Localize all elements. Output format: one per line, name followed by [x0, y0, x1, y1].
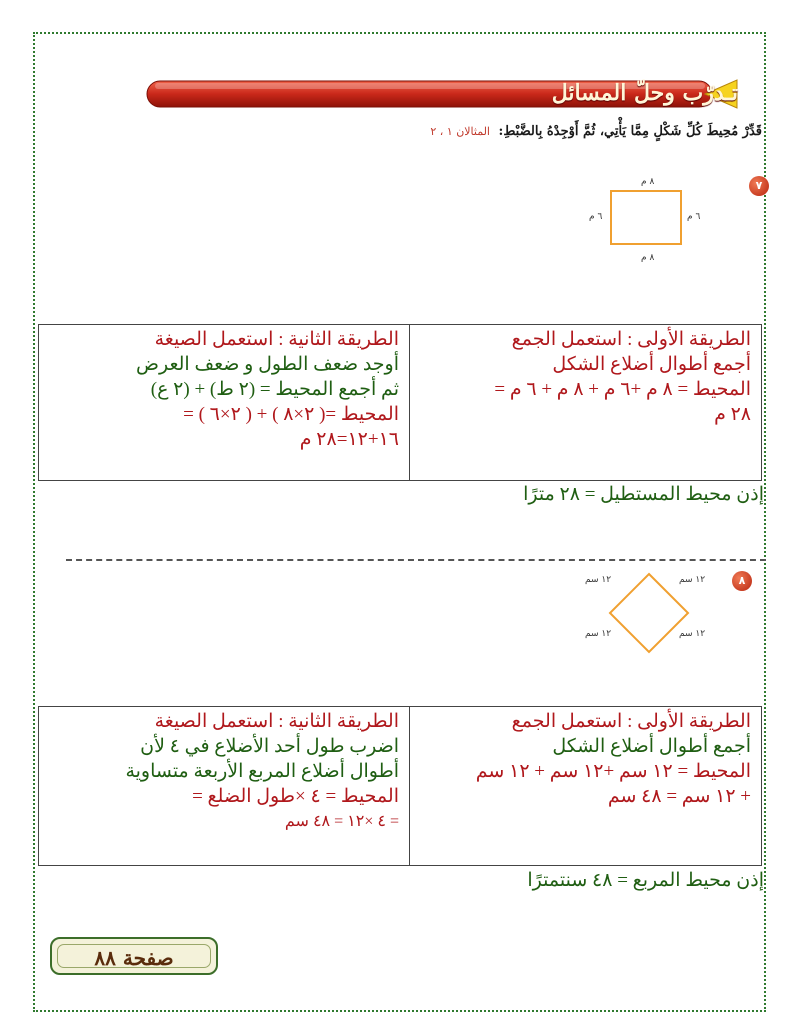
method-1-result: + ١٢ سم = ٤٨ سم [607, 786, 751, 807]
section-separator [66, 559, 766, 561]
method-1-title: الطريقة الأولى : استعمل الجمع [511, 711, 751, 732]
problem-8-method-2 [39, 707, 409, 865]
rectangle-figure [610, 190, 690, 250]
method-1-step: أجمع أطوال أضلاع الشكل [552, 736, 751, 757]
problem-7-conclusion: إذن محيط المستطيل = ٢٨ مترًا [523, 484, 764, 505]
square-dim-top-left: ١٢ سم [585, 575, 612, 585]
method-1-title: الطريقة الأولى : استعمل الجمع [511, 329, 751, 350]
banner-title: تـدرّب وحلّ المسائل [551, 80, 738, 106]
method-2-title: الطريقة الثانية : استعمل الصيغة [154, 711, 399, 732]
method-2-title: الطريقة الثانية : استعمل الصيغة [154, 329, 399, 350]
instruction-reference: المثالان ١ ، ٢ [430, 125, 490, 138]
problem-7-badge: ٧ [749, 176, 769, 196]
method-1-result: ٢٨ م [714, 404, 751, 425]
method-1-equation: المحيط = ١٢ سم +١٢ سم + ١٢ سم [475, 761, 751, 782]
problem-8-method-1 [407, 707, 761, 865]
rect-dim-right: ٦ م [687, 212, 701, 222]
square-dim-top-right: ١٢ سم [679, 575, 706, 585]
square-dim-bottom-left: ١٢ سم [585, 629, 612, 639]
square-figure [608, 572, 690, 654]
rect-dim-bottom: ٨ م [641, 253, 655, 263]
problem-8-solution-table [38, 706, 762, 866]
method-1-step: أجمع أطوال أضلاع الشكل [552, 354, 751, 375]
table-divider [409, 707, 410, 865]
method-2-step-1: اضرب طول أحد الأضلاع في ٤ لأن [140, 736, 399, 757]
page-number-label: صفحة ٨٨ [94, 946, 174, 970]
instruction-line [430, 124, 762, 139]
problem-7-method-2 [39, 325, 409, 480]
method-2-step-2: أطوال أضلاع المربع الأربعة متساوية [125, 761, 399, 782]
rect-dim-left: ٦ م [589, 212, 603, 222]
method-1-equation: المحيط = ٨ م +٦ م + ٨ م + ٦ م = [494, 379, 751, 400]
instruction-text: قَدِّرْ مُحِيطَ كُلِّ شَكْلٍ مِمَّا يَأْتِي، ثُمَّ أَوْجِدْهُ بِالضَّبْطِ: [498, 124, 762, 139]
problem-8-badge: ٨ [732, 571, 752, 591]
method-2-equation: المحيط =( ٢×٨ ) + ( ٢×٦ ) = [183, 404, 399, 425]
problem-8-conclusion: إذن محيط المربع = ٤٨ سنتمترًا [527, 870, 764, 891]
rect-dim-top: ٨ م [641, 177, 655, 187]
page-number-tab [50, 937, 218, 975]
method-2-step-2: ثم أجمع المحيط = (٢ ط) + (٢ ع) [150, 379, 399, 400]
problem-7-solution-table [38, 324, 762, 481]
square-dim-bottom-right: ١٢ سم [679, 629, 706, 639]
method-2-step-1: أوجد ضعف الطول و ضعف العرض [136, 354, 399, 375]
table-divider [409, 325, 410, 480]
method-2-result: ١٦+١٢=٢٨ م [299, 429, 399, 450]
method-2-result: = ٤ ×١٢ = ٤٨ سم [284, 813, 399, 830]
problem-7-method-1 [407, 325, 761, 480]
method-2-equation: المحيط = ٤ ×طول الضلع = [192, 786, 399, 807]
